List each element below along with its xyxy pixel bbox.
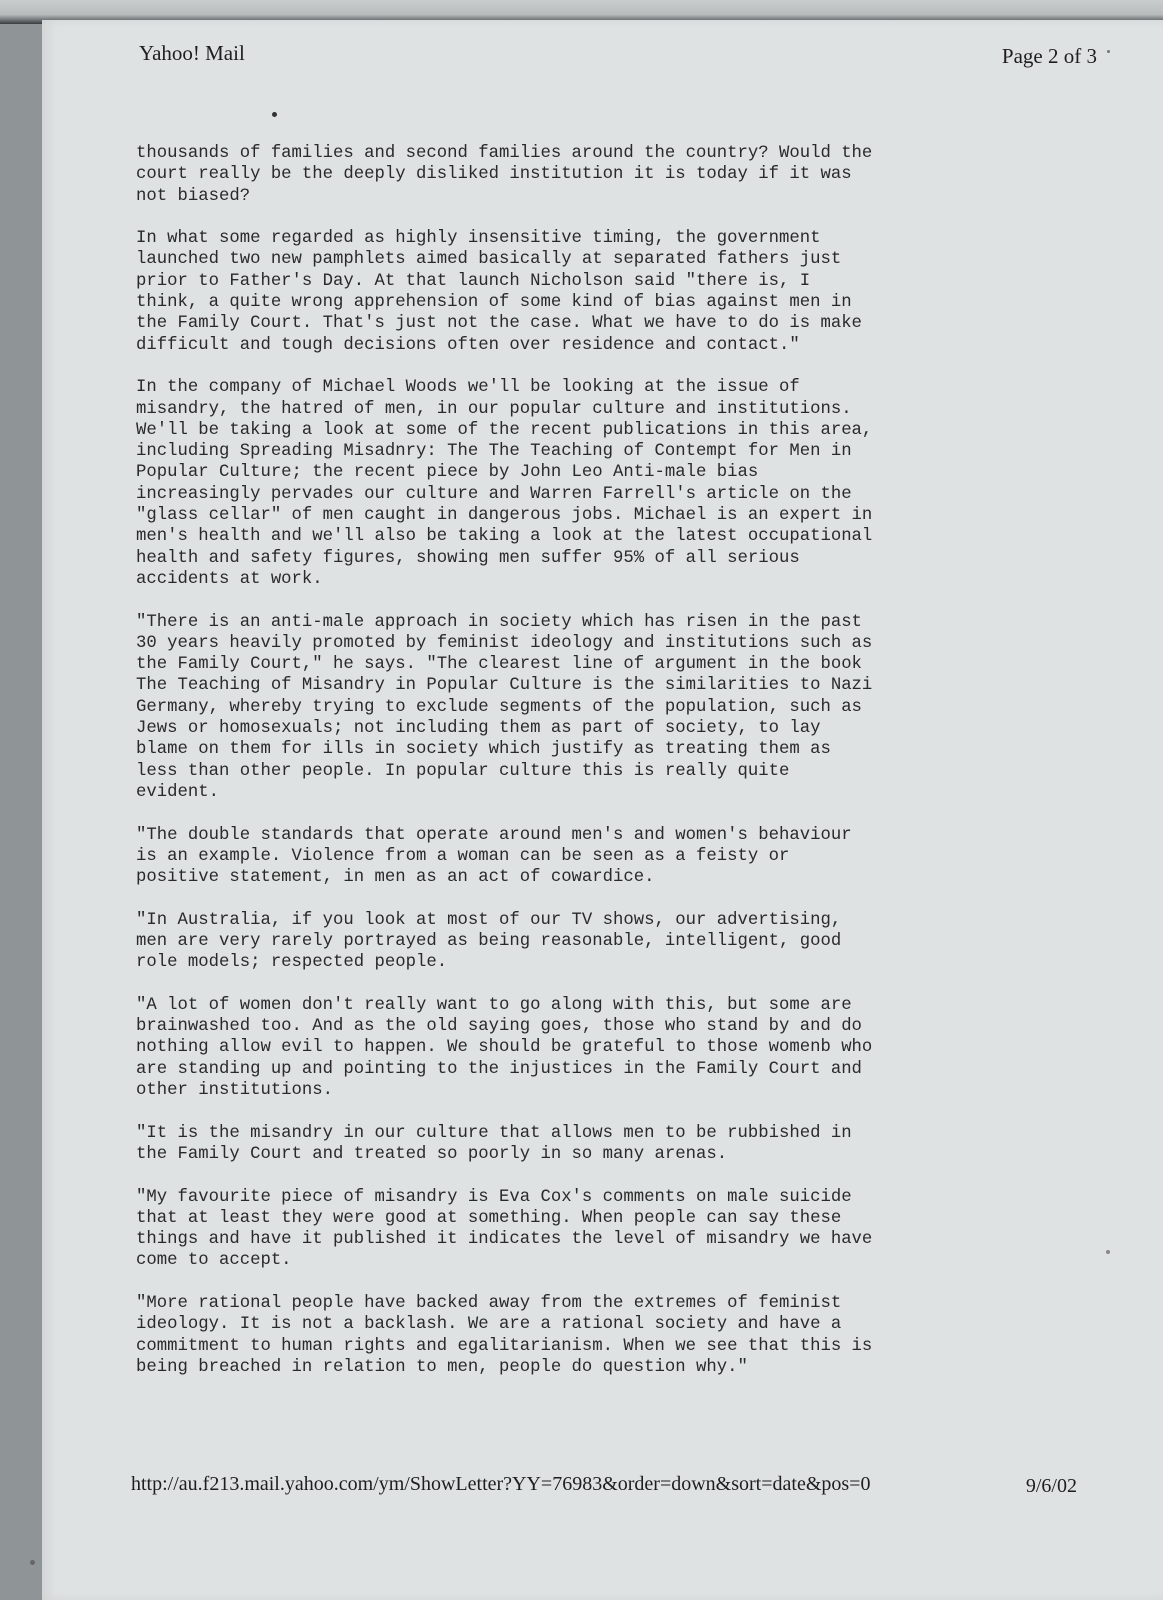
body-paragraph-9: "My favourite piece of misandry is Eva Cox's comments on male suicide that at least they were good at something. When people can say these things and have it published it indicates the level of misandry we have come to accept. bbox=[136, 1187, 873, 1271]
body-paragraph-7: "A lot of women don't really want to go along with this, but some are brainwashed too. And as the old saying goes, those who stand by and do nothing allow evil to happen. We should be grateful to those womenb who are standing up and pointing to the injustices in the Family Court and other institutions. bbox=[136, 995, 873, 1101]
body-paragraph-10: "More rational people have backed away from the extremes of feminist ideology. It is not a backlash. We are a rational society and have a commitment to human rights and egalitarianism. When we see that this is being breached in relation to men, people do question why." bbox=[136, 1294, 873, 1377]
body-paragraph-1: thousands of families and second families around the country? Would the court really be the deeply disliked institution it is today if it was not biased? bbox=[136, 144, 873, 206]
body-paragraph-5: "The double standards that operate around men's and women's behaviour is an example. Violence from a woman can be seen as a feisty or positive statement, in men as an act of cowardice. bbox=[136, 825, 852, 888]
scan-speck bbox=[1107, 50, 1110, 53]
footer-date: 9/6/02 bbox=[1025, 1475, 1077, 1497]
email-body bbox=[136, 143, 996, 1400]
body-paragraph-8: "It is the misandry in our culture that allows men to be rubbished in the Family Court and treated so poorly in so many arenas. bbox=[136, 1123, 852, 1164]
scan-speck bbox=[1106, 1250, 1110, 1254]
app-title: Yahoo! Mail bbox=[139, 41, 245, 65]
body-paragraph-3: In the company of Michael Woods we'll be looking at the issue of misandry, the hatred of men, in our popular culture and institutions. We'll be taking a look at some of the recent publications in this area, including Spreading Misadnry: The The Teaching of Contempt for Men in Popular Culture; the recent piece by John Leo Anti-male bias increasingly pervades our culture and Warren Farrell's article on the "glass cellar" of men caught in dangerous jobs. Michael is an expert in men's health and we'll also be taking a look at the latest occupational health and safety figures, showing men suffer 95% of all serious accidents at work. bbox=[136, 378, 873, 589]
scan-speck bbox=[272, 112, 277, 117]
page-indicator: Page 2 of 3 bbox=[1001, 44, 1097, 68]
printed-page bbox=[42, 20, 1163, 1600]
scan-speck bbox=[30, 1560, 35, 1565]
body-paragraph-2: In what some regarded as highly insensitive timing, the government launched two new pamphlets aimed basically at separated fathers just prior to Father's Day. At that launch Nicholson said "there is, I think, a quite wrong apprehension of some kind of bias against men in the Family Court. That's just not the case. What we have to do is make difficult and tough decisions often over residence and contact." bbox=[136, 229, 862, 355]
body-paragraph-6: "In Australia, if you look at most of our TV shows, our advertising, men are very rarely portrayed as being reasonable, intelligent, good role models; respected people. bbox=[136, 910, 842, 973]
body-paragraph-4: "There is an anti-male approach in society which has risen in the past 30 years heavily promoted by feminist ideology and institutions such as the Family Court," he says. "The clearest line of argument in the book The Teaching of Misandry in Popular Culture is the similarities to Nazi Germany, whereby trying to exclude segments of the population, such as Jews or homosexuals; not including them as part of society, to lay blame on them for ills in society which justify as treating them as less than other people. In popular culture this is really quite evident. bbox=[136, 612, 873, 802]
footer-url: http://au.f213.mail.yahoo.com/ym/ShowLetter?YY=76983&order=down&sort=date&pos=0 bbox=[131, 1473, 871, 1495]
